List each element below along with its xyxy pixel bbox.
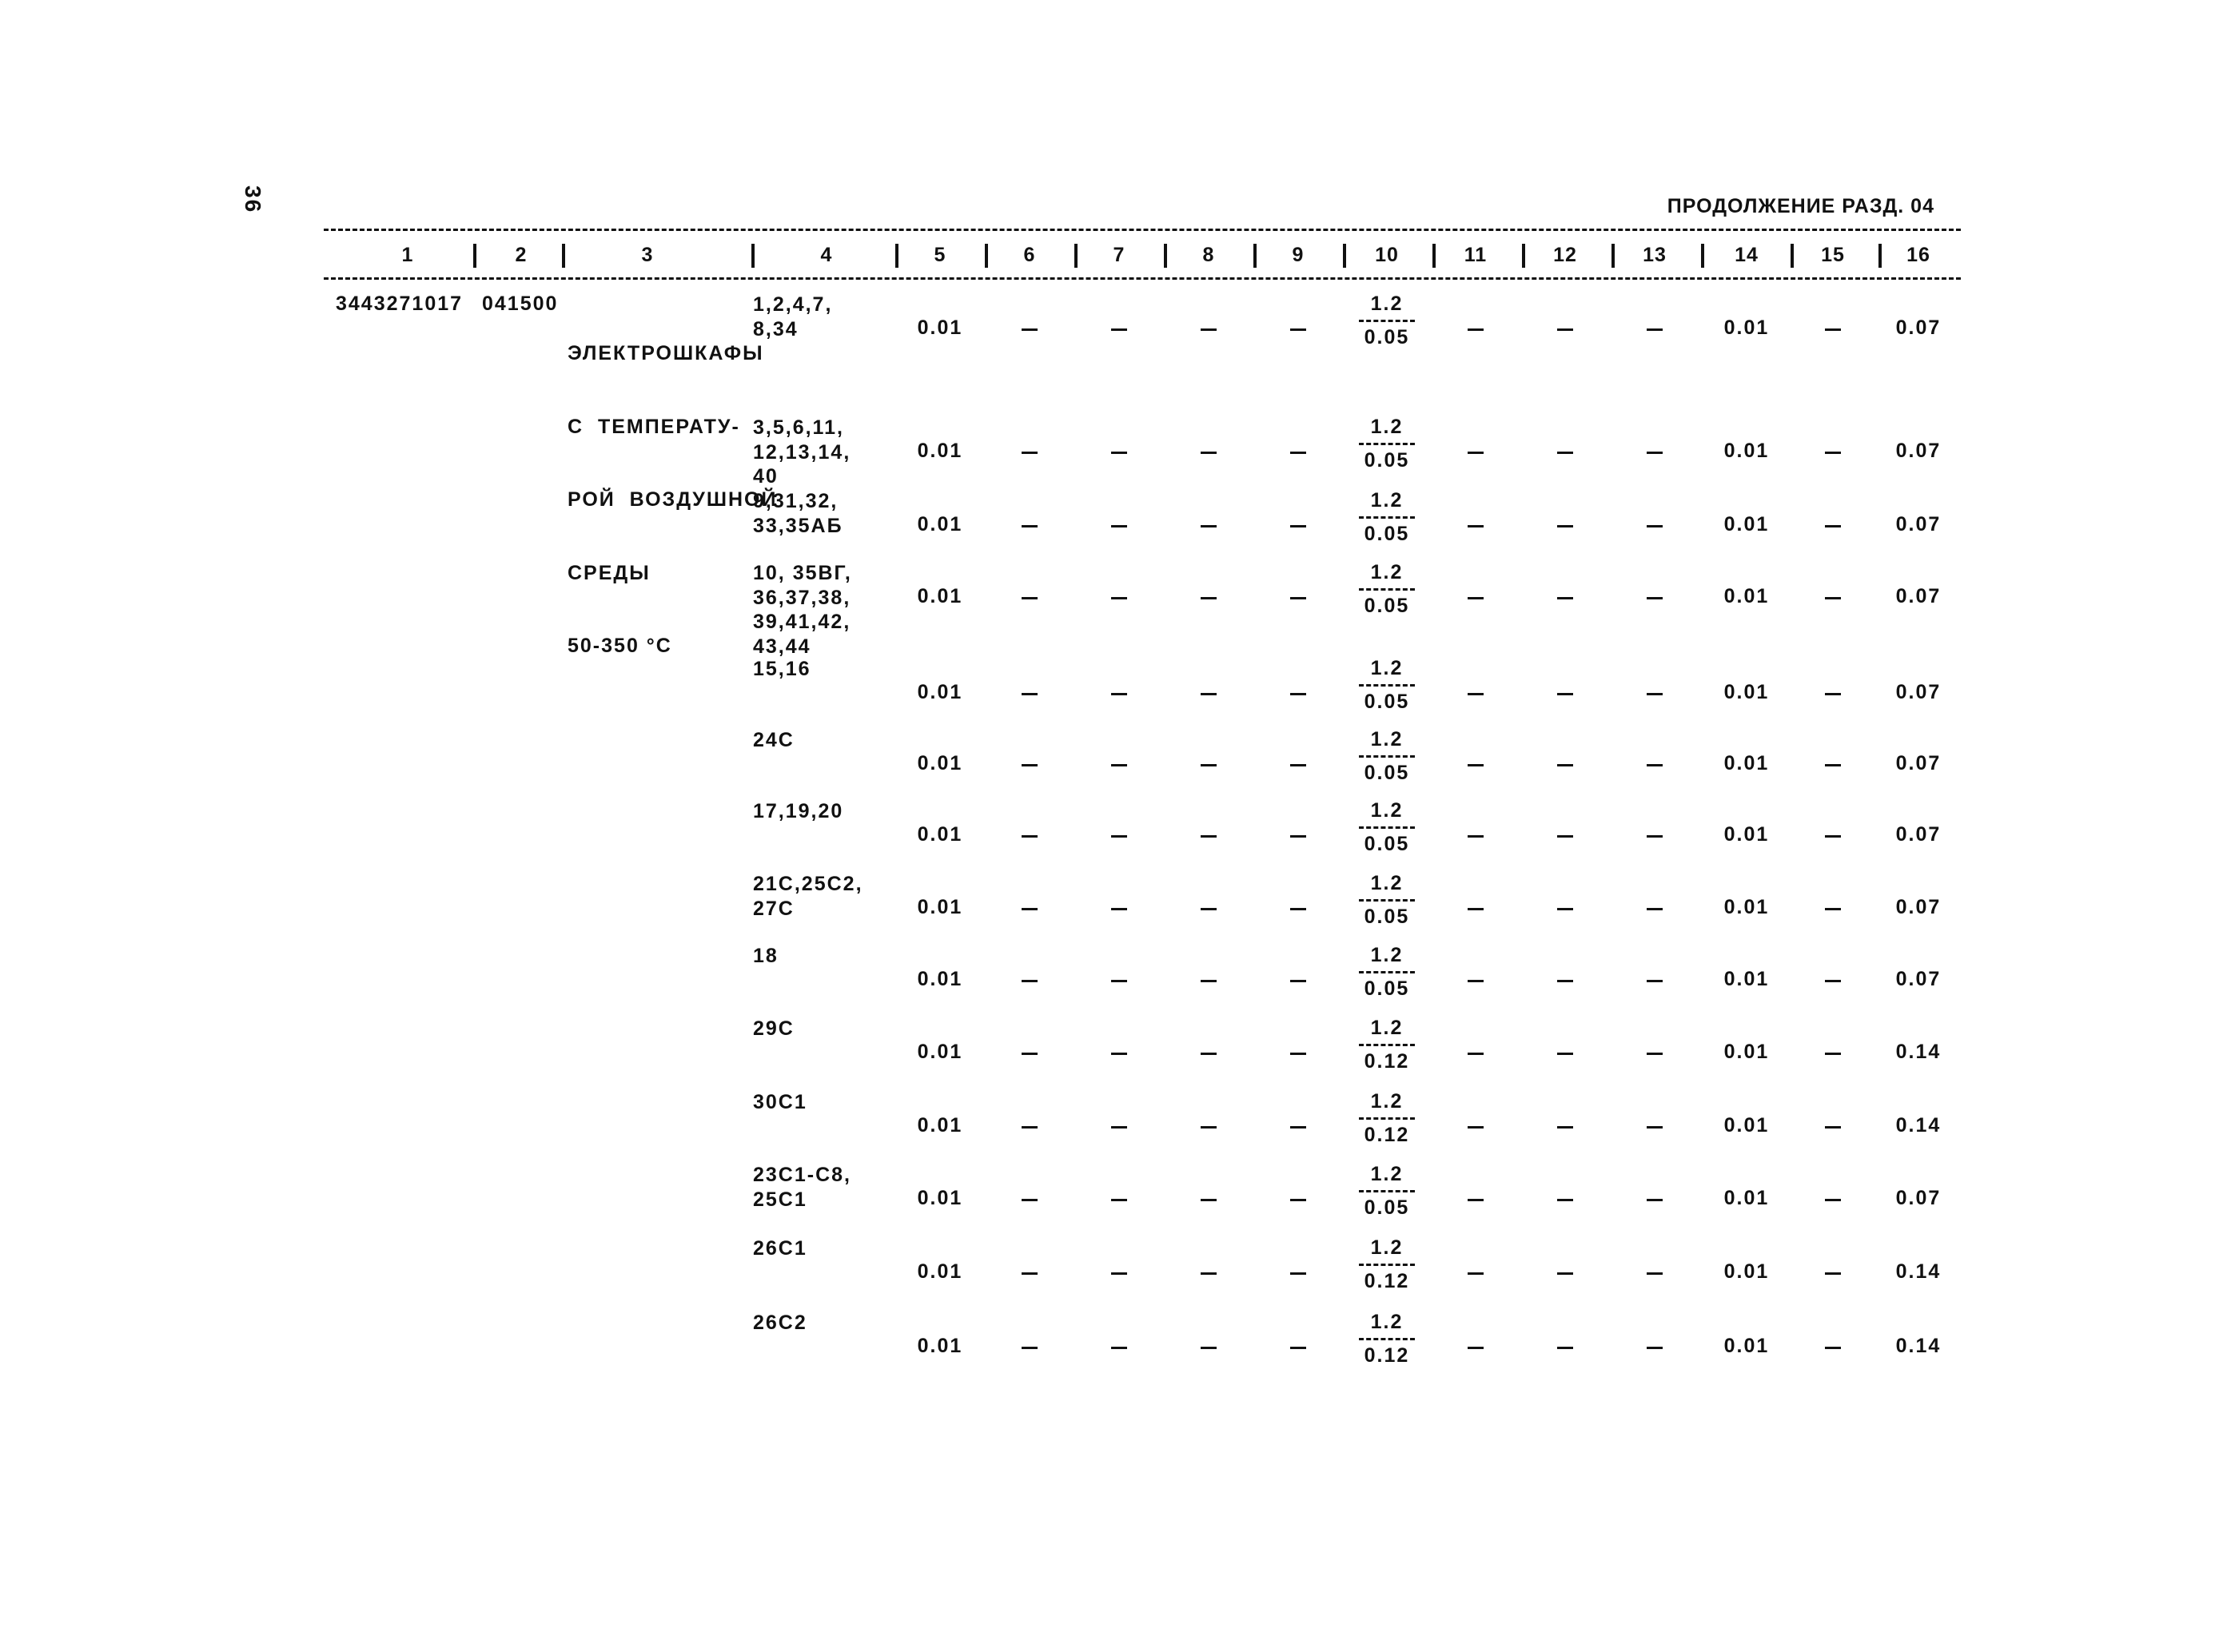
empty-dash: [1201, 693, 1217, 695]
empty-dash: [1825, 452, 1841, 454]
empty-dash: [1468, 980, 1484, 982]
col14-value: 0.01: [1723, 513, 1770, 535]
empty-dash: [1290, 1272, 1306, 1275]
header-col-8: 8: [1202, 244, 1215, 266]
empty-dash: [1111, 597, 1127, 599]
empty-dash: [1201, 908, 1217, 910]
header-col-16: 16: [1906, 244, 1930, 266]
col10-fraction: [1347, 561, 1427, 618]
col10-fraction: [1347, 489, 1427, 546]
applicability-line: 40: [753, 465, 779, 488]
header-separator: [895, 244, 898, 268]
empty-dash: [1825, 597, 1841, 599]
fraction-bar: [1359, 1190, 1415, 1192]
fraction-bar: [1359, 826, 1415, 829]
header-col-11: 11: [1464, 244, 1488, 266]
empty-dash: [1022, 1126, 1038, 1129]
applicability-line: 26С2: [753, 1312, 807, 1334]
col10-fraction: [1347, 1090, 1427, 1147]
applicability-cell: [753, 561, 852, 659]
col16-value: 0.07: [1895, 1187, 1942, 1209]
empty-dash: [1825, 835, 1841, 838]
empty-dash: [1647, 328, 1663, 331]
empty-dash: [1825, 525, 1841, 527]
empty-dash: [1468, 835, 1484, 838]
fraction-denominator: 0.05: [1364, 691, 1410, 713]
applicability-cell: [753, 1236, 807, 1261]
fraction-denominator: 0.12: [1364, 1050, 1410, 1073]
col16-value: 0.07: [1895, 968, 1942, 990]
empty-dash: [1647, 525, 1663, 527]
col14-value: 0.01: [1723, 316, 1770, 339]
applicability-line: 3,5,6,11,: [753, 416, 844, 439]
empty-dash: [1468, 597, 1484, 599]
applicability-cell: [753, 657, 811, 682]
empty-dash: [1111, 764, 1127, 766]
applicability-line: 27С: [753, 897, 795, 920]
fraction-denominator: 0.05: [1364, 906, 1410, 928]
empty-dash: [1825, 908, 1841, 910]
header-col-15: 15: [1821, 244, 1845, 266]
col5-value: 0.01: [917, 1187, 963, 1209]
header-separator: [1253, 244, 1257, 268]
col14-value: 0.01: [1723, 1335, 1770, 1357]
fraction-denominator: 0.05: [1364, 977, 1410, 1000]
empty-dash: [1468, 1199, 1484, 1201]
empty-dash: [1825, 1272, 1841, 1275]
header-col-14: 14: [1735, 244, 1759, 266]
header-separator: [473, 244, 476, 268]
fraction-numerator: 1.2: [1370, 872, 1404, 894]
header-separator: [1611, 244, 1615, 268]
empty-dash: [1557, 764, 1573, 766]
fraction-numerator: 1.2: [1370, 416, 1404, 438]
page-number: 36: [241, 185, 265, 214]
header-col-2: 2: [515, 244, 528, 266]
fraction-denominator: 0.05: [1364, 833, 1410, 855]
applicability-line: 29С: [753, 1017, 795, 1040]
header-col-9: 9: [1292, 244, 1305, 266]
col16-value: 0.07: [1895, 316, 1942, 339]
empty-dash: [1290, 764, 1306, 766]
empty-dash: [1557, 1053, 1573, 1055]
empty-dash: [1557, 1199, 1573, 1201]
empty-dash: [1647, 1272, 1663, 1275]
empty-dash: [1290, 525, 1306, 527]
applicability-cell: [753, 1017, 795, 1041]
applicability-line: 8,34: [753, 317, 799, 340]
header-separator: [985, 244, 988, 268]
empty-dash: [1557, 835, 1573, 838]
applicability-line: 15,16: [753, 658, 811, 680]
applicability-cell: [753, 1163, 851, 1212]
description-line: 50-350 °С: [568, 635, 672, 657]
header-separator: [751, 244, 755, 268]
empty-dash: [1201, 1199, 1217, 1201]
empty-dash: [1111, 693, 1127, 695]
col10-fraction: [1347, 657, 1427, 714]
col10-fraction: [1347, 944, 1427, 1001]
empty-dash: [1557, 597, 1573, 599]
header-separator: [1791, 244, 1794, 268]
empty-dash: [1557, 1347, 1573, 1349]
empty-dash: [1201, 525, 1217, 527]
applicability-line: 10, 35ВГ,: [753, 562, 852, 584]
empty-dash: [1557, 693, 1573, 695]
description-line: ЭЛЕКТРОШКАФЫ: [568, 342, 764, 364]
col10-fraction: [1347, 799, 1427, 856]
description-line: РОЙ ВОЗДУШНОЙ: [568, 488, 778, 511]
fraction-numerator: 1.2: [1370, 1311, 1404, 1333]
empty-dash: [1647, 1347, 1663, 1349]
fraction-bar: [1359, 1117, 1415, 1120]
applicability-cell: [753, 1090, 807, 1115]
empty-dash: [1557, 328, 1573, 331]
header-col-4: 4: [820, 244, 833, 266]
fraction-numerator: 1.2: [1370, 1017, 1404, 1039]
fraction-bar: [1359, 1044, 1415, 1046]
applicability-line: 39,41,42,: [753, 611, 851, 633]
col10-fraction: [1347, 1163, 1427, 1220]
empty-dash: [1825, 1347, 1841, 1349]
empty-dash: [1022, 835, 1038, 838]
empty-dash: [1825, 328, 1841, 331]
header-bottom-rule: [324, 277, 1961, 280]
header-col-10: 10: [1375, 244, 1399, 266]
fraction-numerator: 1.2: [1370, 944, 1404, 966]
header-top-rule: [324, 229, 1961, 231]
entry-okp: 041500: [482, 293, 559, 315]
applicability-line: 24С: [753, 729, 795, 751]
empty-dash: [1825, 1053, 1841, 1055]
empty-dash: [1290, 693, 1306, 695]
col5-value: 0.01: [917, 440, 963, 462]
header-col-6: 6: [1023, 244, 1036, 266]
fraction-denominator: 0.12: [1364, 1270, 1410, 1292]
applicability-cell: [753, 728, 795, 753]
empty-dash: [1022, 1347, 1038, 1349]
col14-value: 0.01: [1723, 1041, 1770, 1063]
fraction-bar: [1359, 320, 1415, 322]
applicability-line: 36,37,38,: [753, 586, 851, 609]
col5-value: 0.01: [917, 681, 963, 703]
col14-value: 0.01: [1723, 585, 1770, 607]
empty-dash: [1468, 764, 1484, 766]
empty-dash: [1111, 1126, 1127, 1129]
fraction-numerator: 1.2: [1370, 489, 1404, 512]
empty-dash: [1290, 328, 1306, 331]
fraction-numerator: 1.2: [1370, 1236, 1404, 1259]
header-separator: [1878, 244, 1882, 268]
empty-dash: [1111, 908, 1127, 910]
empty-dash: [1111, 1272, 1127, 1275]
empty-dash: [1825, 764, 1841, 766]
empty-dash: [1111, 328, 1127, 331]
empty-dash: [1468, 1347, 1484, 1349]
empty-dash: [1022, 908, 1038, 910]
empty-dash: [1557, 1126, 1573, 1129]
empty-dash: [1557, 452, 1573, 454]
empty-dash: [1111, 1053, 1127, 1055]
col5-value: 0.01: [917, 896, 963, 918]
header-col-3: 3: [641, 244, 654, 266]
header-col-12: 12: [1553, 244, 1577, 266]
fraction-bar: [1359, 516, 1415, 519]
empty-dash: [1111, 525, 1127, 527]
header-col-5: 5: [934, 244, 946, 266]
empty-dash: [1825, 1199, 1841, 1201]
fraction-denominator: 0.05: [1364, 523, 1410, 545]
empty-dash: [1647, 764, 1663, 766]
empty-dash: [1557, 525, 1573, 527]
empty-dash: [1468, 1053, 1484, 1055]
empty-dash: [1201, 980, 1217, 982]
empty-dash: [1290, 452, 1306, 454]
empty-dash: [1468, 693, 1484, 695]
applicability-line: 1,2,4,7,: [753, 293, 833, 316]
col5-value: 0.01: [917, 316, 963, 339]
applicability-cell: [753, 416, 851, 489]
empty-dash: [1468, 1272, 1484, 1275]
fraction-numerator: 1.2: [1370, 1090, 1404, 1113]
applicability-cell: [753, 489, 843, 538]
applicability-line: 26С1: [753, 1237, 807, 1260]
empty-dash: [1647, 1199, 1663, 1201]
empty-dash: [1022, 525, 1038, 527]
applicability-line: 23С1-С8,: [753, 1164, 851, 1186]
empty-dash: [1290, 908, 1306, 910]
fraction-denominator: 0.12: [1364, 1344, 1410, 1367]
applicability-line: 25С1: [753, 1188, 807, 1211]
col10-fraction: [1347, 416, 1427, 472]
col10-fraction: [1347, 293, 1427, 349]
empty-dash: [1647, 597, 1663, 599]
empty-dash: [1290, 1199, 1306, 1201]
empty-dash: [1022, 1272, 1038, 1275]
empty-dash: [1022, 597, 1038, 599]
col14-value: 0.01: [1723, 896, 1770, 918]
empty-dash: [1022, 980, 1038, 982]
fraction-denominator: 0.05: [1364, 762, 1410, 784]
col5-value: 0.01: [917, 1114, 963, 1136]
col5-value: 0.01: [917, 585, 963, 607]
col10-fraction: [1347, 872, 1427, 929]
fraction-denominator: 0.05: [1364, 326, 1410, 348]
empty-dash: [1201, 452, 1217, 454]
applicability-line: 9,31,32,: [753, 490, 839, 512]
empty-dash: [1290, 1347, 1306, 1349]
empty-dash: [1468, 328, 1484, 331]
col14-value: 0.01: [1723, 1114, 1770, 1136]
col16-value: 0.07: [1895, 823, 1942, 846]
empty-dash: [1111, 1347, 1127, 1349]
fraction-denominator: 0.05: [1364, 595, 1410, 617]
col5-value: 0.01: [917, 1260, 963, 1283]
empty-dash: [1825, 693, 1841, 695]
applicability-line: 33,35АБ: [753, 514, 843, 537]
col14-value: 0.01: [1723, 968, 1770, 990]
col14-value: 0.01: [1723, 1187, 1770, 1209]
empty-dash: [1647, 693, 1663, 695]
empty-dash: [1468, 908, 1484, 910]
empty-dash: [1201, 597, 1217, 599]
col16-value: 0.14: [1895, 1041, 1942, 1063]
col5-value: 0.01: [917, 752, 963, 774]
applicability-line: 30С1: [753, 1091, 807, 1113]
col14-value: 0.01: [1723, 440, 1770, 462]
empty-dash: [1290, 1126, 1306, 1129]
empty-dash: [1201, 1347, 1217, 1349]
empty-dash: [1022, 1053, 1038, 1055]
empty-dash: [1201, 1272, 1217, 1275]
empty-dash: [1468, 525, 1484, 527]
entry-code: 3443271017: [336, 293, 464, 315]
fraction-numerator: 1.2: [1370, 561, 1404, 583]
fraction-bar: [1359, 755, 1415, 758]
fraction-numerator: 1.2: [1370, 728, 1404, 750]
col5-value: 0.01: [917, 1041, 963, 1063]
applicability-line: 21С,25С2,: [753, 873, 863, 895]
col5-value: 0.01: [917, 968, 963, 990]
empty-dash: [1290, 597, 1306, 599]
empty-dash: [1468, 452, 1484, 454]
fraction-bar: [1359, 1264, 1415, 1266]
header-separator: [562, 244, 565, 268]
col16-value: 0.07: [1895, 513, 1942, 535]
applicability-line: 12,13,14,: [753, 440, 851, 464]
col16-value: 0.14: [1895, 1335, 1942, 1357]
fraction-denominator: 0.05: [1364, 1196, 1410, 1219]
empty-dash: [1111, 980, 1127, 982]
entry-description: [568, 293, 777, 683]
applicability-cell: [753, 1311, 807, 1336]
fraction-numerator: 1.2: [1370, 799, 1404, 822]
fraction-bar: [1359, 1338, 1415, 1340]
empty-dash: [1557, 908, 1573, 910]
empty-dash: [1022, 764, 1038, 766]
empty-dash: [1201, 1126, 1217, 1129]
col14-value: 0.01: [1723, 752, 1770, 774]
fraction-numerator: 1.2: [1370, 657, 1404, 679]
header-separator: [1164, 244, 1167, 268]
empty-dash: [1290, 1053, 1306, 1055]
applicability-cell: [753, 944, 779, 969]
description-line: С ТЕМПЕРАТУ-: [568, 415, 740, 438]
col10-fraction: [1347, 728, 1427, 785]
header-separator: [1074, 244, 1078, 268]
col16-value: 0.07: [1895, 585, 1942, 607]
empty-dash: [1201, 835, 1217, 838]
header-col-7: 7: [1113, 244, 1125, 266]
fraction-denominator: 0.05: [1364, 449, 1410, 472]
col5-value: 0.01: [917, 513, 963, 535]
header-separator: [1701, 244, 1704, 268]
fraction-bar: [1359, 443, 1415, 445]
col16-value: 0.07: [1895, 681, 1942, 703]
applicability-cell: [753, 872, 863, 921]
fraction-bar: [1359, 588, 1415, 591]
fraction-bar: [1359, 899, 1415, 902]
applicability-line: 17,19,20: [753, 800, 844, 822]
fraction-denominator: 0.12: [1364, 1124, 1410, 1146]
empty-dash: [1557, 1272, 1573, 1275]
fraction-numerator: 1.2: [1370, 1163, 1404, 1185]
empty-dash: [1022, 693, 1038, 695]
fraction-numerator: 1.2: [1370, 293, 1404, 315]
header-separator: [1432, 244, 1436, 268]
empty-dash: [1647, 452, 1663, 454]
col14-value: 0.01: [1723, 1260, 1770, 1283]
empty-dash: [1557, 980, 1573, 982]
empty-dash: [1201, 764, 1217, 766]
empty-dash: [1111, 452, 1127, 454]
fraction-bar: [1359, 684, 1415, 687]
empty-dash: [1290, 835, 1306, 838]
continuation-title: ПРОДОЛЖЕНИЕ РАЗД. 04: [1667, 195, 1934, 217]
empty-dash: [1647, 908, 1663, 910]
header-separator: [1522, 244, 1525, 268]
col16-value: 0.07: [1895, 896, 1942, 918]
col10-fraction: [1347, 1311, 1427, 1367]
col16-value: 0.14: [1895, 1114, 1942, 1136]
empty-dash: [1647, 980, 1663, 982]
col16-value: 0.14: [1895, 1260, 1942, 1283]
applicability-cell: [753, 293, 832, 341]
empty-dash: [1290, 980, 1306, 982]
header-separator: [1343, 244, 1346, 268]
empty-dash: [1201, 328, 1217, 331]
col16-value: 0.07: [1895, 440, 1942, 462]
empty-dash: [1022, 452, 1038, 454]
col16-value: 0.07: [1895, 752, 1942, 774]
header-col-13: 13: [1643, 244, 1667, 266]
col5-value: 0.01: [917, 823, 963, 846]
empty-dash: [1647, 1053, 1663, 1055]
empty-dash: [1647, 1126, 1663, 1129]
col14-value: 0.01: [1723, 681, 1770, 703]
empty-dash: [1468, 1126, 1484, 1129]
empty-dash: [1111, 835, 1127, 838]
col14-value: 0.01: [1723, 823, 1770, 846]
col10-fraction: [1347, 1236, 1427, 1293]
empty-dash: [1111, 1199, 1127, 1201]
empty-dash: [1825, 980, 1841, 982]
empty-dash: [1647, 835, 1663, 838]
applicability-line: 18: [753, 945, 779, 967]
empty-dash: [1022, 328, 1038, 331]
col5-value: 0.01: [917, 1335, 963, 1357]
empty-dash: [1201, 1053, 1217, 1055]
applicability-line: 43,44: [753, 635, 811, 658]
col10-fraction: [1347, 1017, 1427, 1073]
description-line: СРЕДЫ: [568, 561, 651, 584]
empty-dash: [1022, 1199, 1038, 1201]
header-col-1: 1: [401, 244, 414, 266]
fraction-bar: [1359, 971, 1415, 973]
applicability-cell: [753, 799, 843, 824]
empty-dash: [1825, 1126, 1841, 1129]
